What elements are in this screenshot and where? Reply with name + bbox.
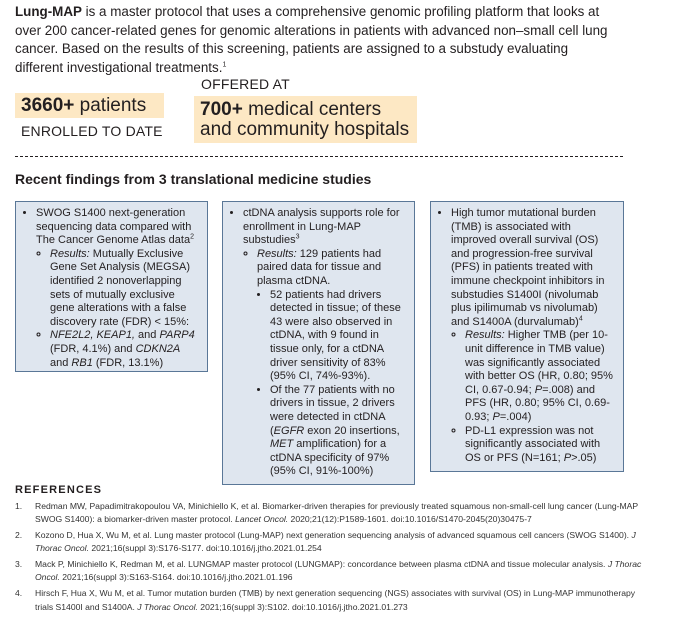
intro-ref: 1: [222, 61, 227, 69]
finding-1-gene-sets: ◦ NFE2L2, KEAP1, and PARP4 (FDR, 4.1%) and CDKN2A and RB1 (FDR, 13.1%): [50, 329, 201, 370]
reference-item: 2. Kozono D, Hua X, Wu M, et al. Lung master protocol (Lung-MAP) next generation sequencing analysis of advanced squamous cell cancers (SWOG S1400). J Thorac Oncol. 2021;16(suppl 3):S176-S177. doi:10.1016/j.jtho.2021.01.254: [15, 530, 636, 554]
finding-box-2: [222, 201, 415, 485]
intro-paragraph: [15, 3, 615, 77]
finding-1-results: ◦ Results: Mutually Exclusive Gene Set Analysis (MEGSA) identified 2 nonoverlapping sets of mutually exclusive gene alterations with a false discovery rate (FDR) < 15%:: [50, 248, 201, 330]
finding-3-results: ◦ Results: Higher TMB (per 10-unit difference in TMB value) was significantly associated with better OS (HR, 0.80; 95% CI, 0.67-0.94; P=.008) and PFS (HR, 0.80; 95% CI, 0.69-0.93; P=.004): [465, 329, 617, 424]
patients-value: 3660+: [21, 95, 75, 116]
centers-stat: [194, 96, 417, 143]
section-divider: [15, 156, 623, 157]
finding-3-main: • High tumor mutational burden (TMB) is associated with improved overall survival (OS) and progression-free survival (PFS) in patients treated with immune checkpoint inhibitors in substudies S1400I (nivolumab plus ipilimumab vs nivolumab) and S1400A (durvalumab)$^4$ ◦ Results: Higher TMB (per 10-unit difference in TMB value) was significantly associated with better OS (HR, 0.80; 95% CI, 0.67-0.94; P=.008) and PFS (HR, 0.80; 95% CI, 0.69-0.93; P=.004) ◦ PD-L1 expression was not significantly associated with OS or PFS (N=161; P>.05): [451, 207, 617, 465]
finding-2-results: ◦ Results: 129 patients had paired data for tissue and plasma ctDNA. • 52 patients had drivers detected in tissue; of these 43 were also observed in ctDNA, with 9 found in tissue only, for a ctDNA driver sensitivity of 83% (95% CI, 74%-93%). • Of the 77 patients with no drivers in tissue, 2 drivers were detected in ctDNA (EGFR exon 20 insertions, MET amplification) for a ctDNA specificity of 97% (95% CI, 91%-100%): [257, 248, 408, 479]
reference-item: 3. Mack P, Minichiello K, Redman M, et al. LUNGMAP master protocol (LUNGMAP): concordance between plasma ctDNA and tissue molecular analysis. J Thorac Oncol. 2021;16(suppl 3):S163-S164. doi:10.1016/j.jtho.2021.01.196: [15, 559, 642, 583]
reference-item: 1. Redman MW, Papadimitrakopoulou VA, Minichiello K, et al. Biomarker-driven therapies for previously treated squamous non-small-cell lung cancer (Lung-MAP SWOG S1400): a biomarker-driven master protocol. Lancet Oncol. 2020;21(12):P1589-1601. doi:10.1016/S1470-2045(20)30475-7: [15, 501, 638, 525]
finding-box-1: [15, 201, 208, 372]
finding-2-specificity: • Of the 77 patients with no drivers in tissue, 2 drivers were detected in ctDNA (EGFR exon 20 insertions, MET amplification) for a ctDNA specificity of 97% (95% CI, 91%-100%): [270, 384, 408, 479]
patients-subtitle: ENROLLED TO DATE: [21, 123, 163, 139]
finding-1-main: • SWOG S1400 next-generation sequencing data compared with The Cancer Genome Atlas data$^2$ ◦ Results: Mutually Exclusive Gene Set Analysis (MEGSA) identified 2 nonoverlapping sets of mutually exclusive gene alterations with a false discovery rate (FDR) < 15%: ◦ NFE2L2, KEAP1, and PARP4 (FDR, 4.1%) and CDKN2A and RB1 (FDR, 13.1%): [36, 207, 201, 370]
reference-item: 4. Hirsch F, Hua X, Wu M, et al. Tumor mutation burden (TMB) by next generation sequencing (NGS) associates with survival (OS) in Lung-MAP immunotherapy trials S1400I and S1400A. J Thorac Oncol. 2021;16(suppl 3):S102. doi:10.1016/j.jtho.2021.01.273: [15, 588, 636, 612]
section-title: Recent findings from 3 translational medicine studies: [15, 171, 372, 187]
patients-label: patients: [74, 95, 147, 116]
program-name: Lung-MAP: [15, 4, 82, 19]
finding-3-pdl1: ◦ PD-L1 expression was not significantly associated with OS or PFS (N=161; P>.05): [465, 425, 617, 466]
finding-box-3: [430, 201, 624, 472]
centers-label-1: medical centers: [242, 99, 382, 120]
references-list: [15, 500, 645, 616]
references-title: REFERENCES: [15, 484, 103, 496]
intro-text: is a master protocol that uses a comprehensive genomic profiling platform that looks at over 200 cancer-related genes for genomic alterations in patients with advanced non–small cell lung cancer. Based on the results of this screening, patients are assigned to a substudy evaluating different investigational treatments.: [15, 4, 608, 75]
centers-label-2: and community hospitals: [200, 119, 410, 140]
centers-pretitle: OFFERED AT: [201, 76, 290, 92]
finding-2-main: • ctDNA analysis supports role for enrollment in Lung-MAP substudies$^3$ ◦ Results: 129 patients had paired data for tissue and plasma ctDNA. • 52 patients had drivers detected in tissue; of these 43 were also observed in ctDNA, with 9 found in tissue only, for a ctDNA driver sensitivity of 83% (95% CI, 74%-93%). • Of the 77 patients with no drivers in tissue, 2 drivers were detected in ctDNA (EGFR exon 20 insertions, MET amplification) for a ctDNA specificity of 97% (95% CI, 91%-100%): [243, 207, 408, 479]
centers-value: 700+: [200, 99, 243, 120]
patients-stat: [15, 93, 164, 118]
finding-2-sensitivity: • 52 patients had drivers detected in tissue; of these 43 were also observed in ctDNA, with 9 found in tissue only, for a ctDNA driver sensitivity of 83% (95% CI, 74%-93%).: [270, 289, 408, 384]
